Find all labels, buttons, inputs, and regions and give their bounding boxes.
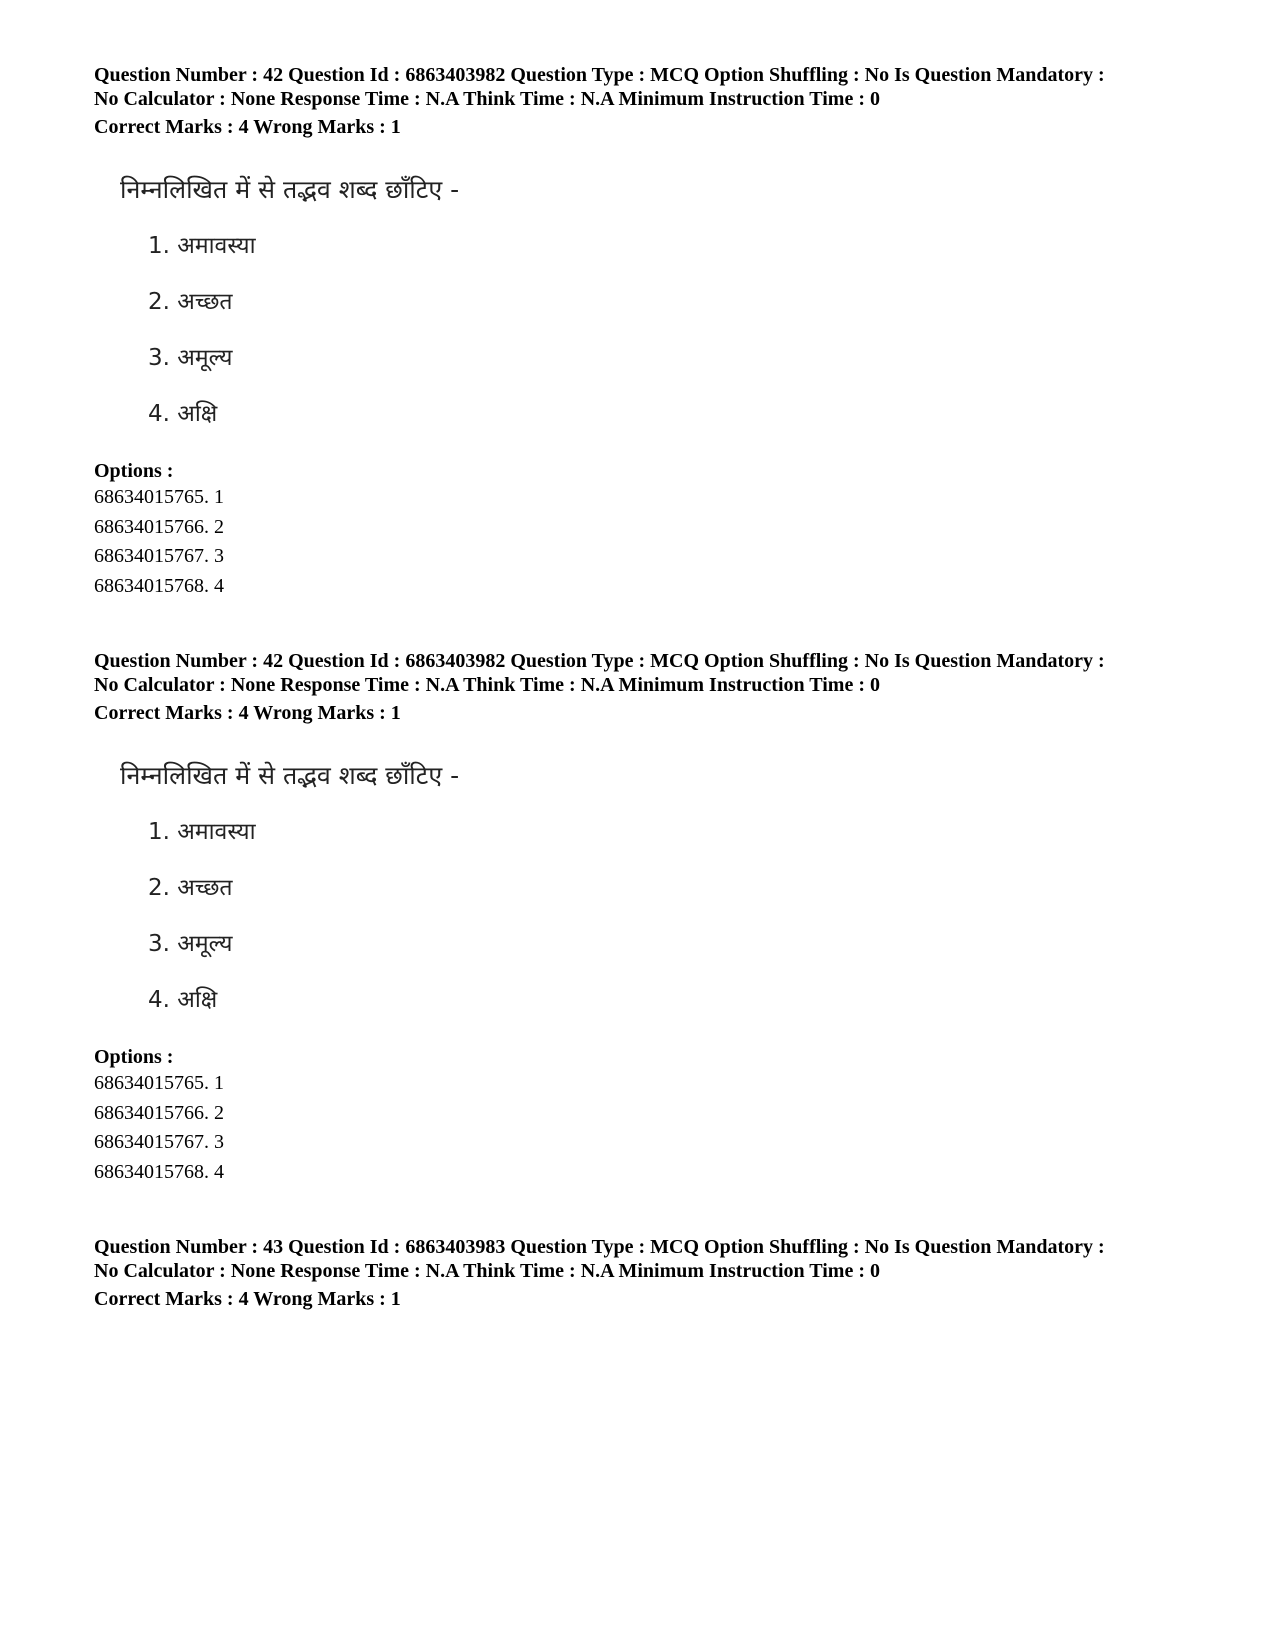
choice-4: 4. अक्षि bbox=[148, 987, 218, 1013]
option-row bbox=[94, 1158, 1194, 1188]
marks-line: Correct Marks : 4 Wrong Marks : 1 bbox=[94, 116, 401, 138]
option-row bbox=[94, 483, 1194, 513]
option-value: 2 bbox=[214, 1101, 224, 1124]
option-value: 4 bbox=[214, 574, 224, 597]
question-text: निम्नलिखित में से तद्भव शब्द छाँटिए - bbox=[120, 761, 460, 790]
question-block bbox=[94, 1235, 1194, 1311]
option-row bbox=[94, 542, 1194, 572]
question-block bbox=[94, 63, 1194, 601]
option-id: 68634015765. bbox=[94, 1072, 209, 1094]
option-value: 3 bbox=[214, 1131, 224, 1153]
choice-3: 3. अमूल्य bbox=[148, 345, 233, 371]
option-value: 4 bbox=[214, 1160, 224, 1183]
option-value: 3 bbox=[214, 545, 224, 567]
choice-1: 1. अमावस्या bbox=[148, 233, 256, 259]
option-row bbox=[94, 1128, 1194, 1158]
marks-line: Correct Marks : 4 Wrong Marks : 1 bbox=[94, 702, 401, 724]
option-value: 1 bbox=[214, 1072, 224, 1094]
question-meta-line-2: No Calculator : None Response Time : N.A Think Time : N.A Minimum Instruction Time : 0 bbox=[94, 1260, 880, 1282]
question-content-image bbox=[120, 175, 1194, 429]
option-row bbox=[94, 1099, 1194, 1129]
option-id: 68634015766. bbox=[94, 515, 209, 538]
options-label: Options : bbox=[94, 460, 174, 482]
choice-2: 2. अच्छत bbox=[148, 875, 233, 901]
question-block bbox=[94, 649, 1194, 1187]
option-id: 68634015765. bbox=[94, 486, 209, 508]
question-meta-line-1: Question Number : 42 Question Id : 6863403982 Question Type : MCQ Option Shuffling : No Is Question Mandatory : bbox=[94, 650, 1105, 672]
question-content-image bbox=[120, 761, 1194, 1015]
question-meta-line-1: Question Number : 42 Question Id : 6863403982 Question Type : MCQ Option Shuffling : No Is Question Mandatory : bbox=[94, 64, 1105, 86]
choice-3: 3. अमूल्य bbox=[148, 931, 233, 957]
option-id: 68634015767. bbox=[94, 1131, 209, 1153]
option-value: 1 bbox=[214, 486, 224, 508]
option-row bbox=[94, 572, 1194, 602]
option-id: 68634015768. bbox=[94, 1160, 209, 1183]
option-id: 68634015768. bbox=[94, 574, 209, 597]
choice-1: 1. अमावस्या bbox=[148, 819, 256, 845]
options-label: Options : bbox=[94, 1046, 174, 1068]
choice-2: 2. अच्छत bbox=[148, 289, 233, 315]
choice-4: 4. अक्षि bbox=[148, 401, 218, 427]
question-text: निम्नलिखित में से तद्भव शब्द छाँटिए - bbox=[120, 175, 460, 204]
question-meta-line-1: Question Number : 43 Question Id : 6863403983 Question Type : MCQ Option Shuffling : No Is Question Mandatory : bbox=[94, 1236, 1105, 1258]
question-meta-line-2: No Calculator : None Response Time : N.A Think Time : N.A Minimum Instruction Time : 0 bbox=[94, 674, 880, 696]
option-row bbox=[94, 1069, 1194, 1099]
option-id: 68634015766. bbox=[94, 1101, 209, 1124]
option-id: 68634015767. bbox=[94, 545, 209, 567]
option-row bbox=[94, 513, 1194, 543]
option-value: 2 bbox=[214, 515, 224, 538]
marks-line: Correct Marks : 4 Wrong Marks : 1 bbox=[94, 1288, 401, 1310]
question-meta-line-2: No Calculator : None Response Time : N.A Think Time : N.A Minimum Instruction Time : 0 bbox=[94, 88, 880, 110]
